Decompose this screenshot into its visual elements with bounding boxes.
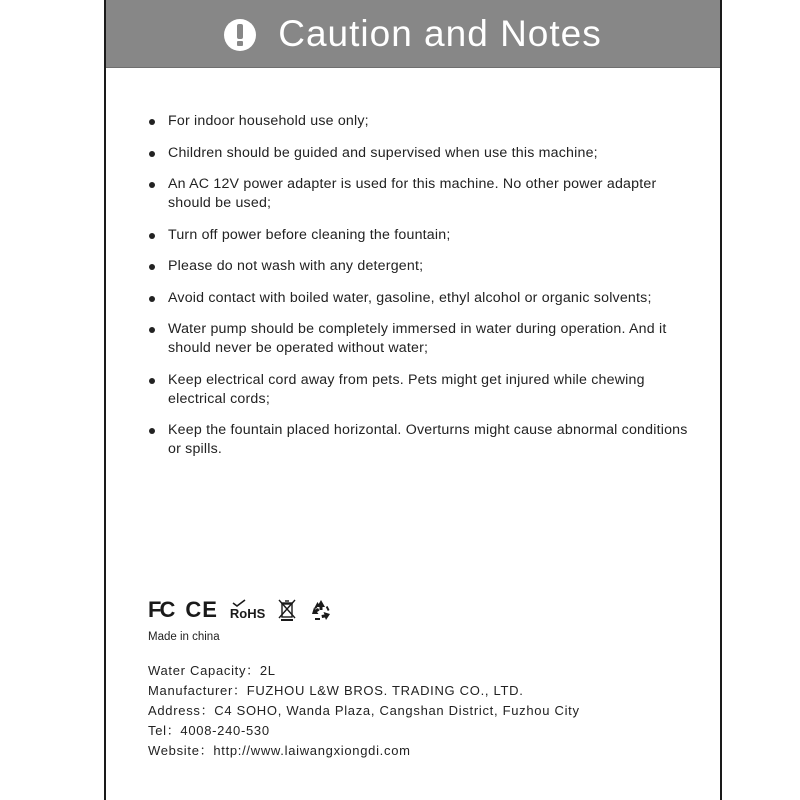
manual-page bbox=[104, 0, 722, 800]
rohs-mark bbox=[230, 600, 265, 621]
manufacturer: Manufacturer：FUZHOU L&W BROS. TRADING CO., LTD. bbox=[148, 683, 524, 698]
bullet-icon bbox=[149, 151, 155, 157]
address: Address：C4 SOHO, Wanda Plaza, Cangshan District, Fuzhou City bbox=[148, 703, 580, 718]
list-item bbox=[106, 226, 720, 245]
fc-mark: FC bbox=[148, 597, 174, 622]
note-text: Turn off power before cleaning the fountain; bbox=[168, 226, 451, 243]
bullet-icon bbox=[149, 233, 155, 239]
caution-list bbox=[106, 112, 720, 472]
bullet-icon bbox=[149, 378, 155, 384]
bullet-icon bbox=[149, 264, 155, 270]
list-item bbox=[106, 257, 720, 276]
list-item bbox=[106, 371, 720, 409]
list-item bbox=[106, 320, 720, 358]
note-text: An AC 12V power adapter is used for this machine. No other power adapter should be used; bbox=[168, 176, 657, 211]
ce-mark: CE bbox=[185, 597, 218, 622]
list-item bbox=[106, 175, 720, 213]
website: Website：http://www.laiwangxiongdi.com bbox=[148, 743, 411, 758]
caution-header bbox=[106, 0, 720, 68]
note-text: Children should be guided and supervised when use this machine; bbox=[168, 144, 598, 161]
rohs-text: RoHS bbox=[229, 605, 266, 621]
list-item bbox=[106, 289, 720, 308]
bullet-icon bbox=[149, 428, 155, 434]
note-text: Please do not wash with any detergent; bbox=[168, 258, 424, 274]
made-in-label: Made in china bbox=[148, 631, 220, 643]
note-text: Water pump should be completely immersed in water during operation. And it should never be operated without water; bbox=[168, 321, 667, 356]
certification-marks bbox=[148, 597, 345, 623]
rohs-check-icon bbox=[232, 599, 246, 607]
list-item bbox=[106, 112, 720, 131]
note-text: Keep electrical cord away from pets. Pets might get injured while chewing electrical cords; bbox=[168, 371, 645, 407]
note-text: Avoid contact with boiled water, gasoline, ethyl alcohol or organic solvents; bbox=[168, 289, 652, 306]
product-info bbox=[148, 661, 580, 761]
list-item bbox=[106, 144, 720, 163]
note-text: Keep the fountain placed horizontal. Overturns might cause abnormal conditions or spills. bbox=[168, 422, 688, 457]
recycle-icon bbox=[309, 598, 333, 622]
bullet-icon bbox=[149, 327, 155, 333]
crossed-bin-icon bbox=[277, 598, 297, 622]
bullet-icon bbox=[149, 182, 155, 188]
note-text: For indoor household use only; bbox=[168, 113, 369, 129]
telephone: Tel：4008-240-530 bbox=[148, 723, 270, 738]
list-item bbox=[106, 421, 720, 459]
page-title: Caution and Notes bbox=[278, 12, 602, 54]
exclamation-circle-icon bbox=[224, 19, 256, 51]
bullet-icon bbox=[149, 296, 155, 302]
bullet-icon bbox=[149, 119, 155, 125]
water-capacity: Water Capacity：2L bbox=[148, 663, 276, 678]
